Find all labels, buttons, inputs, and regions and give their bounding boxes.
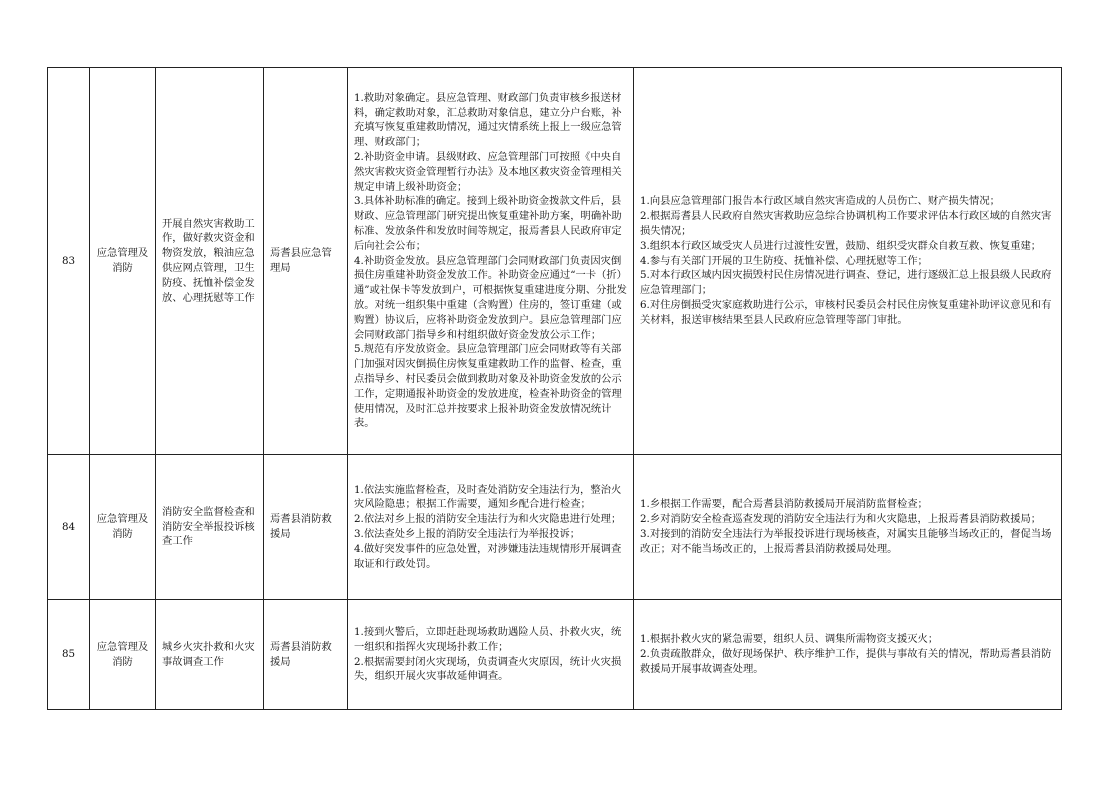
duty-item: 2.根据需要封闭火灾现场，负责调查火灾原因，统计火灾损失，组织开展火灾事故延伸调查。 [354, 655, 622, 683]
row-number: 84 [48, 455, 90, 600]
table-row [48, 600, 1062, 710]
duty-item: 6.对住房倒损受灾家庭救助进行公示，审核村民委员会村民住房恢复重建补助评议意见和有关材料，报送审核结果至县人民政府应急管理等部门审批。 [640, 298, 1052, 326]
duty-item: 4.做好突发事件的应急处置，对涉嫌违法违规情形开展调查取证和行政处罚。 [354, 542, 622, 570]
duty-item: 2.负责疏散群众，做好现场保护、秩序维护工作，提供与事故有关的情况，帮助焉耆县消防救援局开展事故调查处理。 [640, 648, 1052, 675]
county-duties-cell [348, 68, 634, 455]
category-cell: 应急管理及消防 [90, 600, 156, 710]
task-cell: 开展自然灾害救助工作，做好救灾资金和物资发放，粮油应急供应网点管理，卫生防疫、抚恤补偿金发放、心理抚慰等工作 [156, 68, 264, 455]
duty-item: 2.乡对消防安全检查巡查发现的消防安全违法行为和火灾隐患，上报焉耆县消防救援局； [640, 513, 1042, 526]
duty-item: 1.接到火警后，立即赶赴现场救助遇险人员、扑救火灾，统一组织和指挥火灾现场扑救工作； [354, 625, 622, 653]
duty-item: 3.具体补助标准的确定。接到上级补助资金拨款文件后，县财政、应急管理部门研究提出恢复重建补助方案，明确补助标准、发放条件和发放时间等规定，报焉耆县人民政府审定后向社会公布； [354, 195, 622, 252]
duty-item: 2.补助资金申请。县级财政、应急管理部门可按照《中央自然灾害救灾资金管理暂行办法》及本地区救灾资金管理相关规定申请上级补助资金； [354, 151, 622, 193]
duty-item: 1.向县应急管理部门报告本行政区域自然灾害造成的人员伤亡、财产损失情况； [640, 195, 1000, 208]
category-cell: 应急管理及消防 [90, 455, 156, 600]
responsibility-table [47, 67, 1062, 710]
duty-item: 3.组织本行政区域受灾人员进行过渡性安置，鼓励、组织受灾群众自救互救、恢复重建； [640, 239, 1042, 252]
unit-cell: 焉耆县消防救援局 [264, 600, 348, 710]
unit-cell: 焉耆县消防救援局 [264, 455, 348, 600]
duty-item: 3.依法查处乡上报的消防安全违法行为举报投诉； [354, 528, 581, 540]
duty-item: 1.根据扑救火灾的紧急需要，组织人员、调集所需物资支援灭火； [640, 633, 939, 646]
task-cell: 城乡火灾扑救和火灾事故调查工作 [156, 600, 264, 710]
township-duties-cell [634, 455, 1062, 600]
township-duties-cell [634, 600, 1062, 710]
duty-item: 4.补助资金发放。县应急管理部门会同财政部门负责因灾倒损住房重建补助资金发放工作。补助资金应通过“一卡（折）通”或社保卡等发放到户，可根据恢复重建进度分期、分批发放。对统一组织集中重建（含购置）住房的，签订重建（或购置）协议后，应将补助资金发放到户。县应急管理部门应会同财政部门指导乡和村组织做好资金发放公示工作； [354, 254, 627, 341]
row-number: 83 [48, 68, 90, 455]
duty-item: 1.依法实施监督检查，及时查处消防安全违法行为，整治火灾风险隐患；根据工作需要，通知乡配合进行检查； [354, 483, 622, 511]
county-duties-cell [348, 455, 634, 600]
duty-item: 5.规范有序发放资金。县应急管理部门应会同财政等有关部门加强对因灾倒损住房恢复重建救助工作的监督、检查，重点指导乡、村民委员会做到救助对象及补助资金发放的公示工作，定期通报补助资金的发放进度，检查补助资金的管理使用情况，及时汇总并按要求上报补助资金发放情况统计表。 [354, 343, 622, 430]
table-row [48, 68, 1062, 455]
county-duties-cell [348, 600, 634, 710]
unit-cell: 焉耆县应急管理局 [264, 68, 348, 455]
duty-item: 1.乡根据工作需要，配合焉耆县消防救援局开展消防监督检查； [640, 498, 928, 511]
township-duties-cell [634, 68, 1062, 455]
row-number: 85 [48, 600, 90, 710]
duty-item: 3.对接到的消防安全违法行为举报投诉进行现场核查，对属实且能够当场改正的，督促当场改正；对不能当场改正的，上报焉耆县消防救援局处理。 [640, 528, 1052, 555]
table-row [48, 455, 1062, 600]
duty-item: 2.根据焉耆县人民政府自然灾害救助应急综合协调机构工作要求评估本行政区域的自然灾害损失情况； [640, 210, 1052, 237]
duty-item: 4.参与有关部门开展的卫生防疫、抚恤补偿、心理抚慰等工作； [640, 254, 928, 267]
category-cell: 应急管理及消防 [90, 68, 156, 455]
duty-item: 5.对本行政区域内因灾损毁村民住房情况进行调查、登记，进行逐级汇总上报县级人民政府应急管理部门； [640, 269, 1052, 297]
duty-item: 1.救助对象确定。县应急管理、财政部门负责审核乡报送材料，确定救助对象，汇总救助对象信息，建立分户台账，补充填写恢复重建救助情况，通过灾情系统上报上一级应急管理、财政部门； [354, 91, 622, 149]
task-cell: 消防安全监督检查和消防安全举报投诉核查工作 [156, 455, 264, 600]
duty-item: 2.依法对乡上报的消防安全违法行为和火灾隐患进行处理； [354, 513, 622, 526]
